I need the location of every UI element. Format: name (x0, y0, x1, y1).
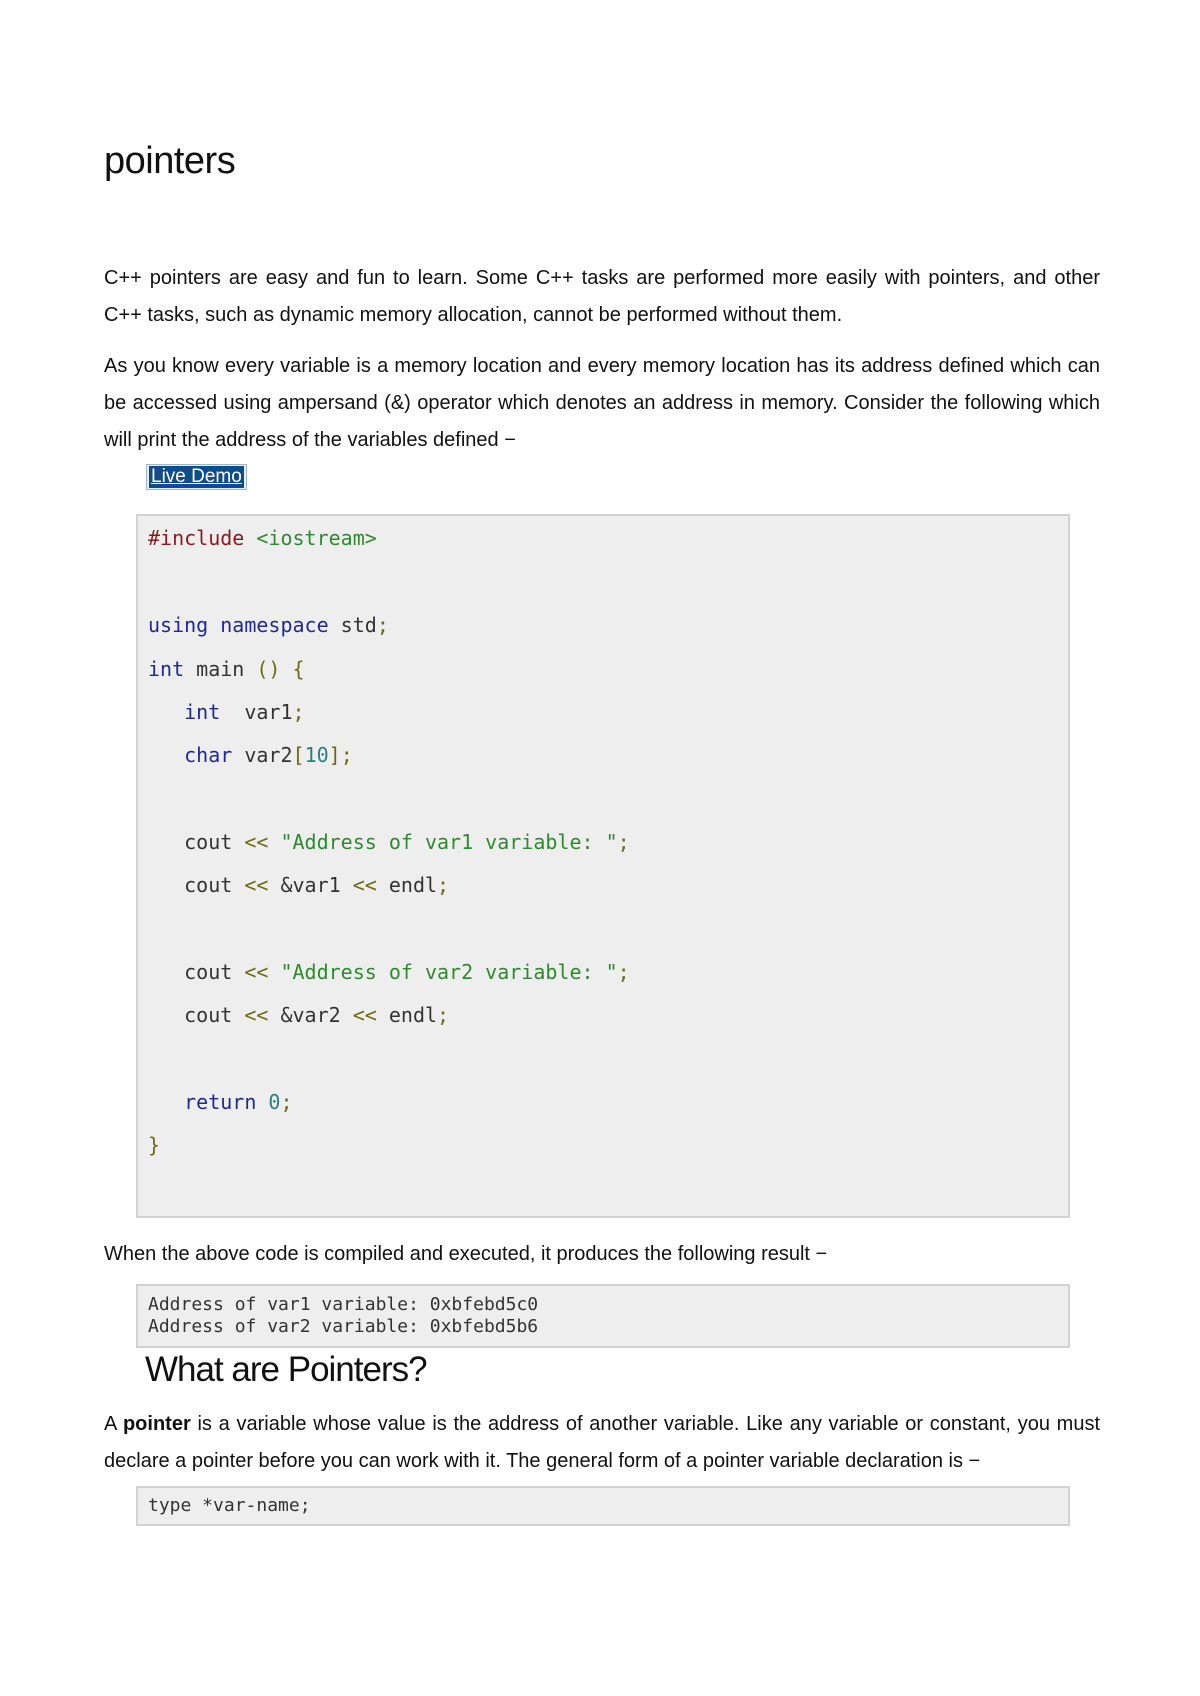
code-token: return (184, 1090, 257, 1114)
code-token: &var1 (268, 873, 353, 897)
code-token: 0 (256, 1090, 281, 1114)
code-line-8 (148, 830, 630, 854)
code-token: endl (376, 1003, 438, 1027)
definition-prefix: A (104, 1413, 123, 1435)
output-block (136, 1284, 1070, 1348)
code-token: char (184, 743, 233, 767)
code-block (136, 514, 1070, 1218)
code-token: << (352, 1003, 377, 1027)
page-title: pointers (104, 140, 236, 182)
code-line-6 (148, 743, 353, 767)
code-token: cout (184, 830, 245, 854)
code-token: ; (376, 613, 389, 637)
code-line-9 (148, 873, 449, 897)
intro-paragraph-1: C++ pointers are easy and fun to learn. Some C++ tasks are performed more easily with pointers, and other C++ tasks, such as dynamic memory allocation, cannot be performed without them. (104, 267, 1100, 326)
code-token: namespace (220, 613, 329, 637)
code-token: "Address of var2 variable: " (268, 960, 618, 984)
code-token: ; (437, 1003, 450, 1027)
definition-paragraph (104, 1406, 1100, 1480)
code-line-12 (148, 1003, 449, 1027)
definition-term: pointer (122, 1413, 191, 1435)
code-token: <iostream> (244, 526, 377, 550)
code-line-15 (148, 1133, 160, 1157)
result-intro-paragraph: When the above code is compiled and executed, it produces the following result − (104, 1243, 828, 1265)
code-token: ; (292, 700, 305, 724)
code-token: << (352, 873, 377, 897)
code-token: () { (256, 657, 305, 681)
definition-text: is a variable whose value is the address of another variable. Like any variable or constant, you must declare a pointer before you can work with it. The general form of a pointer variable declaration is − (104, 1413, 1101, 1472)
code-token: "Address of var1 variable: " (268, 830, 618, 854)
section-heading: What are Pointers? (145, 1350, 427, 1389)
code-token: int (148, 657, 185, 681)
code-line-11 (148, 960, 630, 984)
live-demo-link[interactable]: Live Demo (151, 466, 242, 487)
code-token: &var2 (268, 1003, 353, 1027)
code-token: cout (184, 960, 245, 984)
code-token: ]; (328, 743, 353, 767)
code-token: ; (617, 960, 630, 984)
code-token: #include (148, 526, 245, 550)
code-token: ; (437, 873, 450, 897)
output-line-2: Address of var2 variable: 0xbfebd5b6 (148, 1316, 539, 1337)
code-token: << (244, 960, 269, 984)
code-line-3 (148, 613, 389, 637)
code-token: ; (280, 1090, 293, 1114)
code-line-4 (148, 657, 305, 681)
code-token: << (244, 873, 269, 897)
code-token: std (328, 613, 377, 637)
code-token: cout (184, 1003, 245, 1027)
code-token: << (244, 1003, 269, 1027)
code-line-14 (148, 1090, 293, 1114)
code-token: int (184, 700, 221, 724)
code-token: var1 (220, 700, 293, 724)
code-token: ; (617, 830, 630, 854)
code-token: cout (184, 873, 245, 897)
code-line-1 (148, 526, 377, 550)
code-token: var2 (232, 743, 293, 767)
intro-paragraph-2: As you know every variable is a memory location and every memory location has its address defined which can be accessed using ampersand (&) operator which denotes an address in memory. Consider the following which will print the address of the variables defined − (104, 355, 1100, 451)
code-line-5 (148, 700, 305, 724)
syntax-block (136, 1486, 1070, 1526)
code-token: [ (292, 743, 305, 767)
code-token: << (244, 830, 269, 854)
code-token: 10 (304, 743, 329, 767)
syntax-line: type *var-name; (148, 1495, 311, 1516)
code-token: main (184, 657, 257, 681)
code-token: endl (376, 873, 438, 897)
output-line-1: Address of var1 variable: 0xbfebd5c0 (148, 1294, 539, 1315)
live-demo-link-wrapper (146, 464, 247, 490)
code-token: using (148, 613, 209, 637)
code-token: } (148, 1133, 161, 1157)
